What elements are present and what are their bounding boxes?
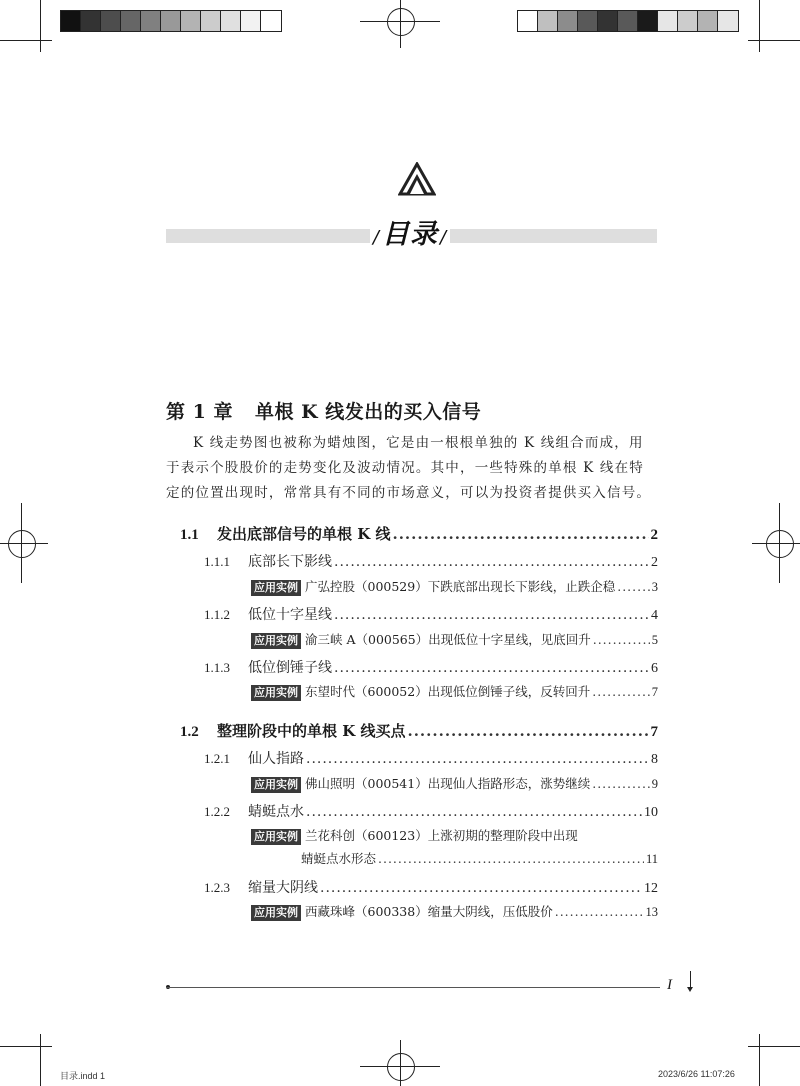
toc-example[interactable]: [251, 902, 658, 921]
crop-mark: [759, 1034, 760, 1086]
registration-mark: [360, 1066, 440, 1067]
leader-dots: [555, 904, 644, 919]
toc-section[interactable]: [180, 523, 658, 544]
color-swatch: [121, 11, 141, 31]
color-swatch: [261, 11, 281, 31]
color-bar-right: [517, 10, 739, 32]
crop-mark: [40, 0, 41, 52]
page-ref: 3: [651, 580, 658, 594]
leader-dots: [593, 632, 650, 647]
toc-example[interactable]: [251, 630, 658, 649]
page-ref: 12: [644, 881, 658, 896]
color-swatch: [538, 11, 558, 31]
crop-mark: [0, 40, 52, 41]
leader-dots: [592, 776, 650, 791]
toc-subsection[interactable]: [204, 657, 658, 677]
registration-mark: [360, 21, 440, 22]
leader-dots: [378, 851, 644, 866]
page-ref: 11: [645, 852, 658, 866]
slug-timestamp: 2023/6/26 11:07:26: [658, 1069, 735, 1079]
toc-subsection[interactable]: [204, 748, 658, 768]
subsection-number: 1.1.2: [204, 607, 230, 622]
page-number: I: [667, 977, 672, 993]
example-tag: 应用实例: [251, 829, 301, 845]
crop-mark: [748, 40, 800, 41]
color-swatch: [241, 11, 261, 31]
color-swatch: [221, 11, 241, 31]
subsection-title: 底部长下影线: [248, 554, 332, 570]
subsection-title: 蜻蜓点水: [248, 804, 304, 820]
section-title: 发出底部信号的单根 K 线: [217, 525, 391, 543]
example-title-continued: 蜻蜓点水形态: [301, 851, 377, 866]
color-swatch: [578, 11, 598, 31]
leader-dots: [320, 880, 642, 896]
toc-section[interactable]: [180, 720, 658, 741]
page-title: /目录 /: [370, 212, 450, 251]
example-tag: 应用实例: [251, 580, 301, 596]
leader-dots: [334, 554, 649, 570]
example-title: 广弘控股（000529）下跌底部出现长下影线，止跌企稳: [305, 579, 616, 594]
color-swatch: [638, 11, 658, 31]
color-swatch: [61, 11, 81, 31]
color-swatch: [698, 11, 718, 31]
chapter-intro: [166, 431, 658, 506]
crop-mark: [759, 0, 760, 52]
subsection-title: 仙人指路: [248, 751, 304, 767]
registration-mark: [0, 543, 48, 544]
leader-dots: [617, 579, 650, 594]
leader-dots: [306, 804, 642, 820]
crop-mark: [0, 1046, 52, 1047]
example-title: 东望时代（600052）出现低位倒锤子线，反转回升: [305, 684, 591, 699]
page-ref: 10: [644, 805, 658, 820]
color-swatch: [558, 11, 578, 31]
toc-subsection[interactable]: [204, 877, 658, 897]
color-swatch: [658, 11, 678, 31]
example-tag: 应用实例: [251, 633, 301, 649]
leader-dots: [334, 660, 649, 676]
toc-subsection[interactable]: [204, 551, 658, 571]
registration-mark: [400, 1040, 401, 1086]
toc-subsection[interactable]: [204, 801, 658, 821]
page-ref: 2: [650, 527, 658, 543]
section-title: 整理阶段中的单根 K 线买点: [217, 722, 406, 740]
leader-dots: [392, 525, 648, 543]
leader-dots: [306, 751, 649, 767]
color-swatch: [518, 11, 538, 31]
subsection-title: 缩量大阴线: [248, 880, 318, 896]
example-title: 西藏珠峰（600338）缩量大阴线，压低股价: [305, 904, 553, 919]
example-title: 佛山照明（000541）出现仙人指路形态，涨势继续: [305, 776, 591, 791]
leader-dots: [334, 607, 649, 623]
color-swatch: [201, 11, 221, 31]
toc-example-continued[interactable]: [301, 849, 658, 867]
subsection-number: 1.2.2: [204, 804, 230, 819]
registration-mark: [779, 503, 780, 583]
subsection-number: 1.1.3: [204, 660, 230, 675]
example-title: 渝三峡 A（000565）出现低位十字星线，见底回升: [305, 632, 591, 647]
color-swatch: [718, 11, 738, 31]
page-ref: 2: [651, 555, 658, 570]
page-ref: 4: [651, 608, 658, 623]
color-swatch: [181, 11, 201, 31]
chapter-heading: [166, 397, 481, 424]
toc-example[interactable]: [251, 682, 658, 701]
page-marker-arrow-icon: [690, 971, 691, 989]
color-swatch: [618, 11, 638, 31]
color-swatch: [598, 11, 618, 31]
example-title: 兰花科创（600123）上涨初期的整理阶段中出现: [305, 828, 578, 843]
chapter-title: 单根 K 线发出的买入信号: [254, 401, 482, 423]
toc-subsection[interactable]: [204, 604, 658, 624]
registration-mark: [766, 530, 794, 558]
toc-example[interactable]: [251, 577, 658, 596]
subsection-title: 低位十字星线: [248, 607, 332, 623]
subsection-title: 低位倒锤子线: [248, 660, 332, 676]
crop-mark: [40, 1034, 41, 1086]
example-tag: 应用实例: [251, 777, 301, 793]
section-number: 1.2: [180, 724, 199, 740]
color-swatch: [101, 11, 121, 31]
page-ref: 13: [645, 905, 658, 919]
page-ref: 6: [651, 661, 658, 676]
registration-mark: [8, 530, 36, 558]
color-swatch: [81, 11, 101, 31]
color-bar-left: [60, 10, 282, 32]
color-swatch: [161, 11, 181, 31]
toc-example[interactable]: [251, 774, 658, 793]
leader-dots: [592, 684, 650, 699]
page-ref: 5: [651, 633, 658, 647]
subsection-number: 1.1.1: [204, 554, 230, 569]
subsection-number: 1.2.3: [204, 880, 230, 895]
color-swatch: [141, 11, 161, 31]
leader-dots: [407, 722, 648, 740]
registration-mark: [752, 543, 800, 544]
subsection-number: 1.2.1: [204, 751, 230, 766]
page-ref: 7: [651, 685, 658, 699]
example-tag: 应用实例: [251, 685, 301, 701]
page-ref: 7: [650, 724, 658, 740]
color-swatch: [678, 11, 698, 31]
registration-mark: [21, 503, 22, 583]
page-ref: 8: [651, 752, 658, 767]
registration-mark: [387, 8, 415, 36]
chapter-number: 第 1 章: [166, 401, 233, 423]
crop-mark: [748, 1046, 800, 1047]
chevron-emblem-icon: [398, 162, 436, 196]
section-number: 1.1: [180, 527, 199, 543]
slug-filename: 目录.indd 1: [60, 1071, 106, 1081]
toc-example[interactable]: [251, 826, 578, 845]
intro-paragraph: K 线走势图也被称为蜡烛图，它是由一根根单独的 K 线组合而成，用于表示个股股价的走势变化及波动情况。其中，一些特殊的单根 K 线在特定的位置出现时，常常具有不同的市场意义，可以为投资者提供买入信号。: [166, 435, 652, 501]
page-title-text: 目录: [382, 219, 438, 250]
example-tag: 应用实例: [251, 905, 301, 921]
registration-mark: [400, 0, 401, 48]
registration-mark: [387, 1053, 415, 1081]
footer-rule: [166, 987, 660, 988]
page-ref: 9: [651, 777, 658, 791]
